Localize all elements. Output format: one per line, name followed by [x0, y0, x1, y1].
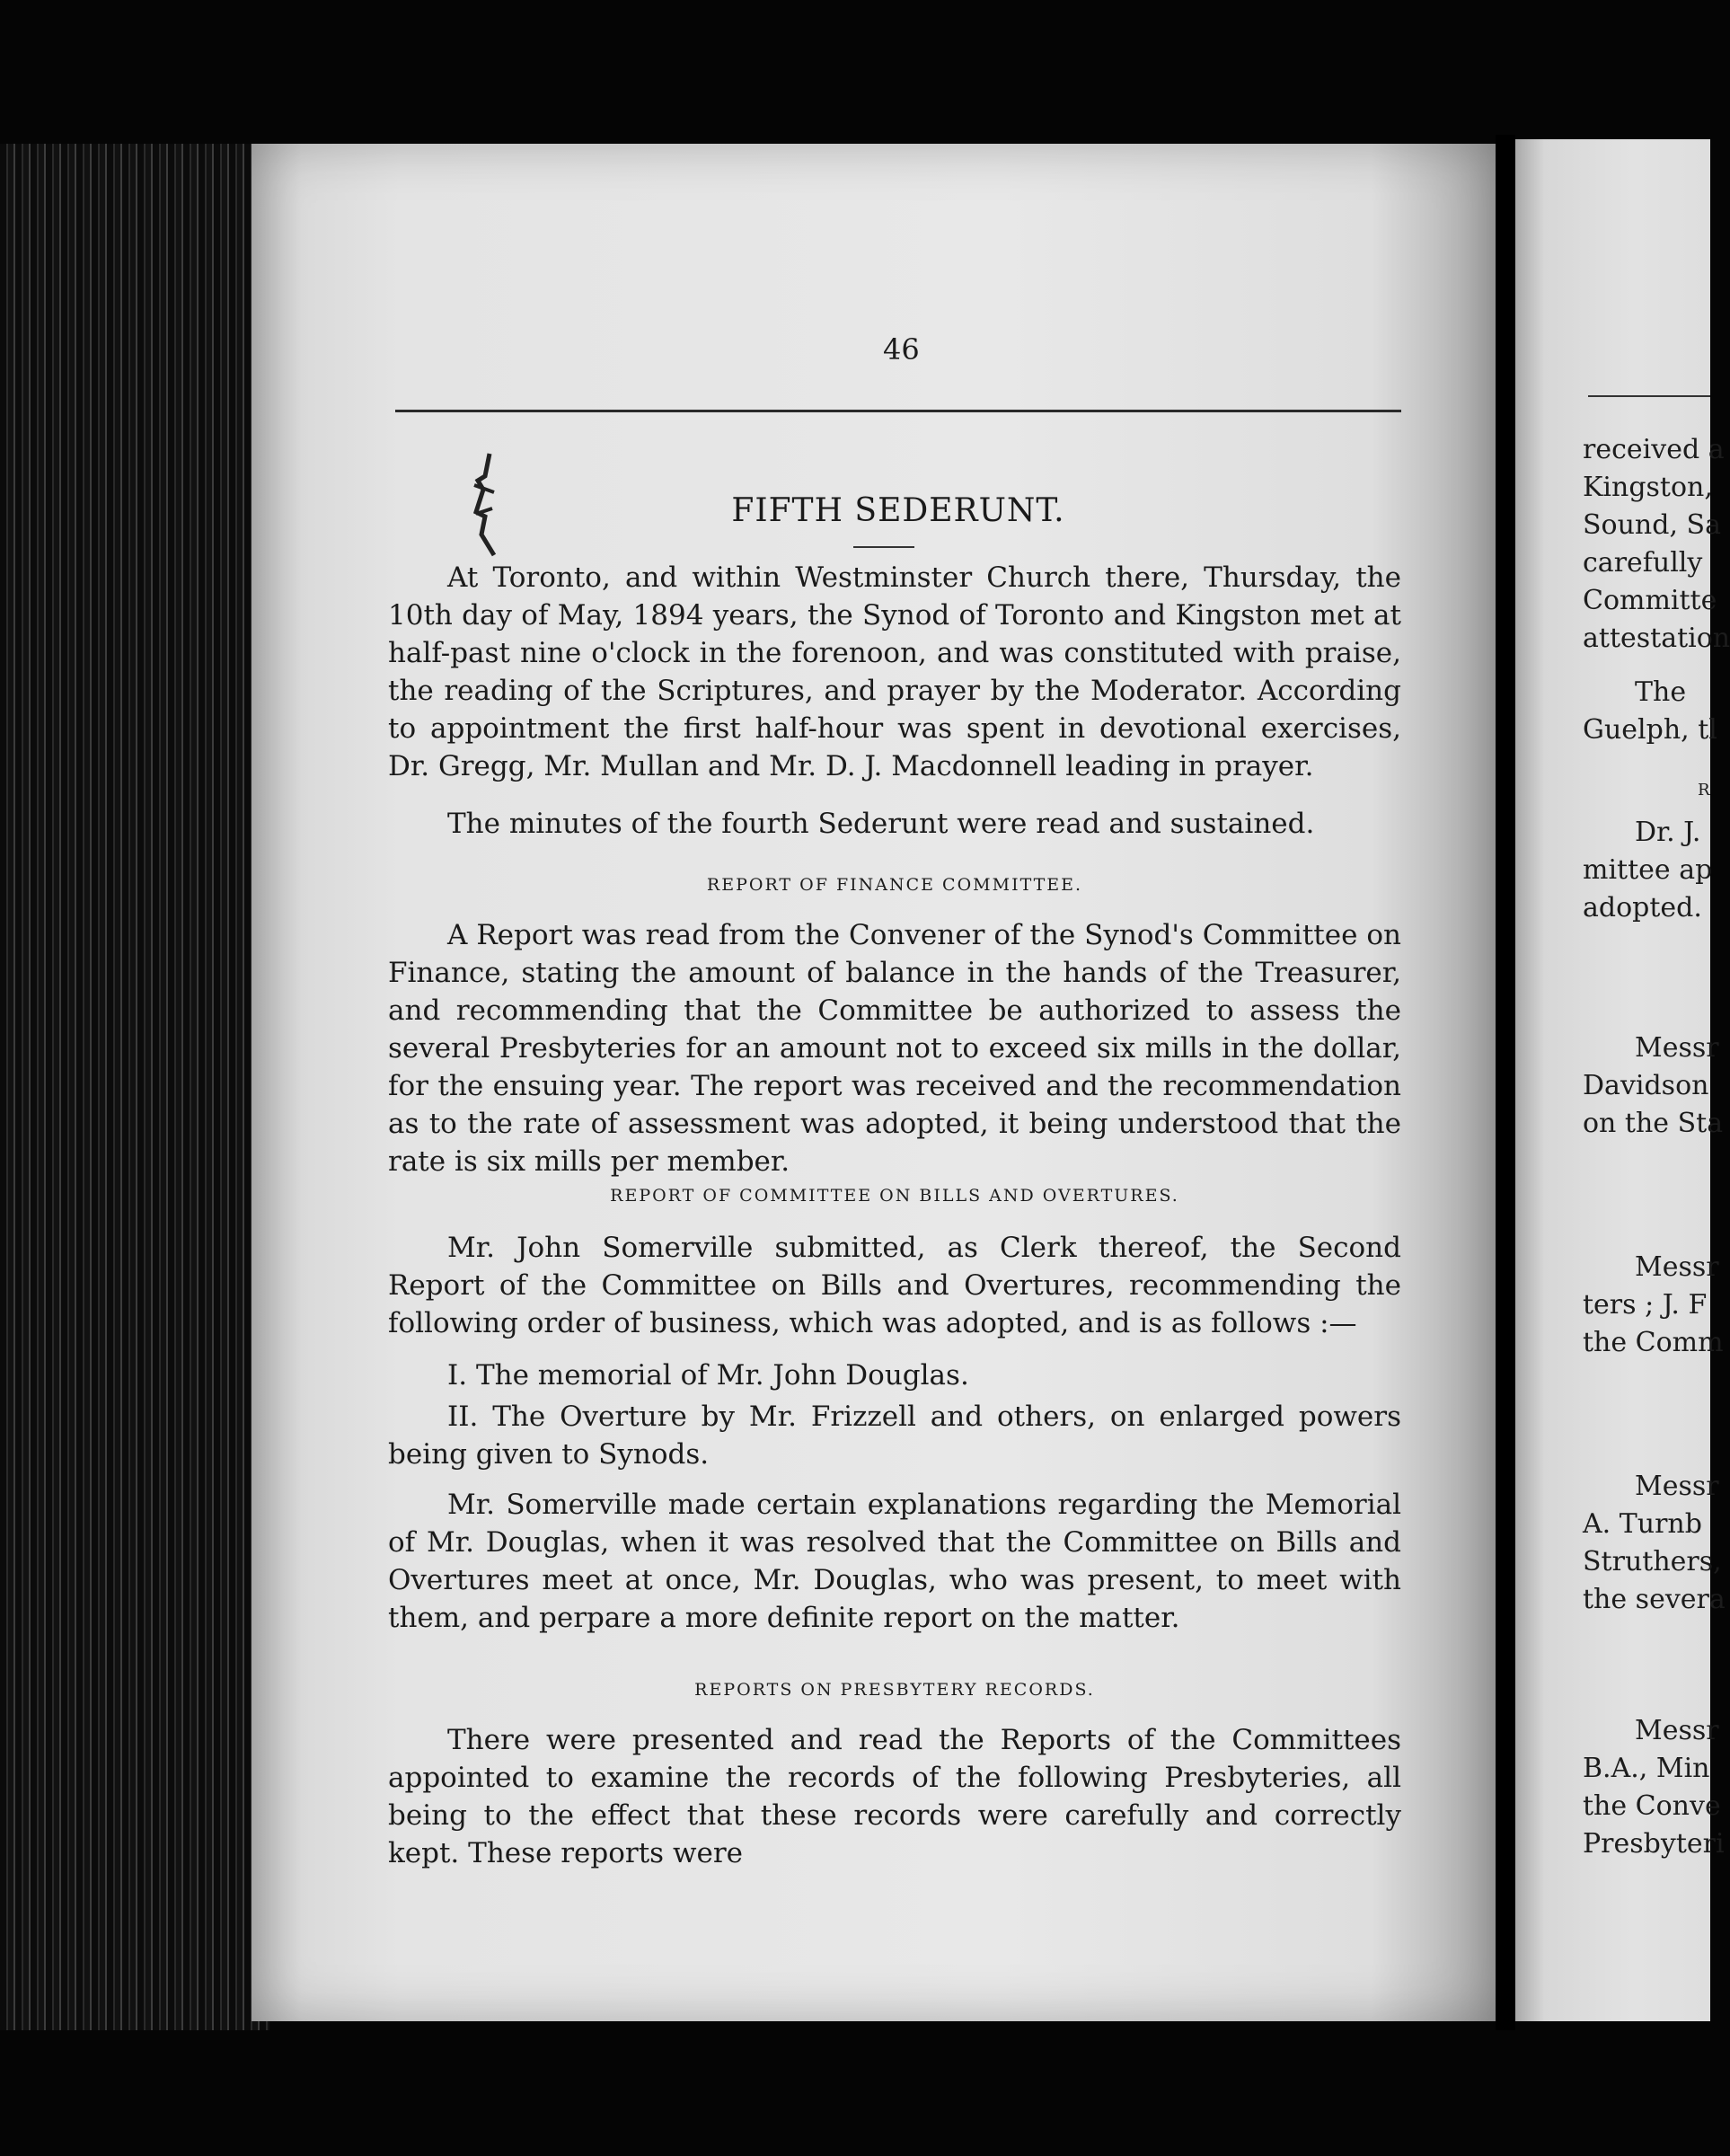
- right-line: A. Turnb: [1583, 1508, 1702, 1540]
- right-line: Messr: [1635, 1251, 1719, 1283]
- book-gutter: [1496, 135, 1515, 2030]
- right-line: Davidson: [1583, 1070, 1709, 1101]
- right-line: adopted.: [1583, 892, 1702, 923]
- finance-heading: REPORT OF FINANCE COMMITTEE.: [706, 875, 1083, 895]
- right-block-5: [1583, 1249, 1724, 1362]
- right-line: Guelph, tl: [1583, 714, 1717, 746]
- intro-paragraph-block: [388, 559, 1401, 785]
- right-line: on the Sta: [1583, 1108, 1724, 1139]
- records-paragraph: There were presented and read the Reports of the Committees appointed to examine the records of the following Presbyteries, all being to the effect that these records were carefully and correctly kept. These reports were: [388, 1724, 1401, 1869]
- right-block-1: [1583, 431, 1730, 658]
- book-page-edges: [0, 144, 269, 2030]
- right-line: received a: [1583, 434, 1725, 465]
- minutes-paragraph-block: [388, 805, 1401, 843]
- finance-paragraph-block: [388, 916, 1401, 1180]
- bills-paragraph-block: [388, 1229, 1401, 1342]
- right-line: carefully: [1583, 547, 1703, 579]
- records-paragraph-block: [388, 1721, 1401, 1872]
- right-block-4: [1583, 1029, 1724, 1143]
- right-line: Messr: [1635, 1715, 1719, 1746]
- list-item: II. The Overture by Mr. Frizzell and others, on enlarged powers being given to Synods.: [388, 1401, 1401, 1471]
- right-line: The: [1635, 676, 1687, 708]
- right-line: attestation: [1583, 623, 1730, 654]
- right-line: the severa: [1583, 1584, 1726, 1615]
- bills-paragraph: Mr. John Somerville submitted, as Clerk thereof, the Second Report of the Committee on Bills and Overtures, recommending the following order of business, which was adopted, and is as follows :—: [388, 1232, 1401, 1339]
- right-line: Messr: [1635, 1471, 1719, 1502]
- list-item: I. The memorial of Mr. John Douglas.: [447, 1359, 969, 1392]
- right-line: Struthers,: [1583, 1546, 1722, 1577]
- right-line: B.A., Min: [1583, 1753, 1710, 1784]
- bills-heading: REPORT OF COMMITTEE ON BILLS AND OVERTURES.: [610, 1186, 1179, 1206]
- right-line: the Conve: [1583, 1790, 1721, 1822]
- title-rule: [853, 546, 914, 548]
- intro-paragraph: At Toronto, and within Westminster Church there, Thursday, the 10th day of May, 1894 years, the Synod of Toronto and Kingston met at half-past nine o'clock in the forenoon, and was constituted with praise, the reading of the Scriptures, and prayer by the Moderator. According to appointment the first half-hour was spent in devotional exercises, Dr. Gregg, Mr. Mullan and Mr. D. J. Macdonnell leading in prayer.: [388, 561, 1401, 782]
- right-line: Dr. J.: [1635, 817, 1701, 848]
- right-line: Kingston,: [1583, 472, 1713, 503]
- minutes-paragraph: The minutes of the fourth Sederunt were read and sustained.: [447, 808, 1315, 840]
- page-number: 46: [883, 332, 920, 367]
- section-title: FIFTH SEDERUNT.: [731, 492, 1065, 529]
- right-line: mittee ap: [1583, 854, 1713, 886]
- right-line: the Comm: [1583, 1327, 1724, 1358]
- right-header-rule: [1588, 395, 1710, 397]
- right-block-3-heading: [1583, 780, 1710, 801]
- right-block-6: [1583, 1468, 1726, 1619]
- right-block-2: [1583, 674, 1717, 749]
- right-line: Presbyteri: [1583, 1828, 1725, 1860]
- somerville-paragraph-block: [388, 1486, 1401, 1637]
- finance-paragraph: A Report was read from the Convener of the Synod's Committee on Finance, stating the amount of balance in the hands of the Treasurer, and recommending that the Committee be authorized to assess the several Presbyteries for an amount not to exceed six mills in the dollar, for the ensuing year. The report was received and the recommendation as to the rate of assessment was adopted, it being understood that the rate is six mills per member.: [388, 919, 1401, 1178]
- right-line: R: [1698, 781, 1710, 800]
- order-list: [388, 1356, 1401, 1394]
- right-line: Committe: [1583, 585, 1717, 616]
- right-line: ters ; J. F: [1583, 1289, 1708, 1321]
- right-line: Messr: [1635, 1032, 1719, 1064]
- records-heading: REPORTS ON PRESBYTERY RECORDS.: [694, 1680, 1095, 1700]
- order-list-2: [388, 1398, 1401, 1473]
- handwritten-mark-icon: [458, 449, 512, 557]
- right-block-7: [1583, 1712, 1725, 1863]
- somerville-paragraph: Mr. Somerville made certain explanations regarding the Memorial of Mr. Douglas, when it was resolved that the Committee on Bills and Overtures meet at once, Mr. Douglas, who was present, to meet with them, and perpare a more definite report on the matter.: [388, 1489, 1401, 1634]
- header-rule: [395, 410, 1401, 412]
- right-line: Sound, Sa: [1583, 509, 1721, 541]
- right-block-3: [1583, 814, 1713, 927]
